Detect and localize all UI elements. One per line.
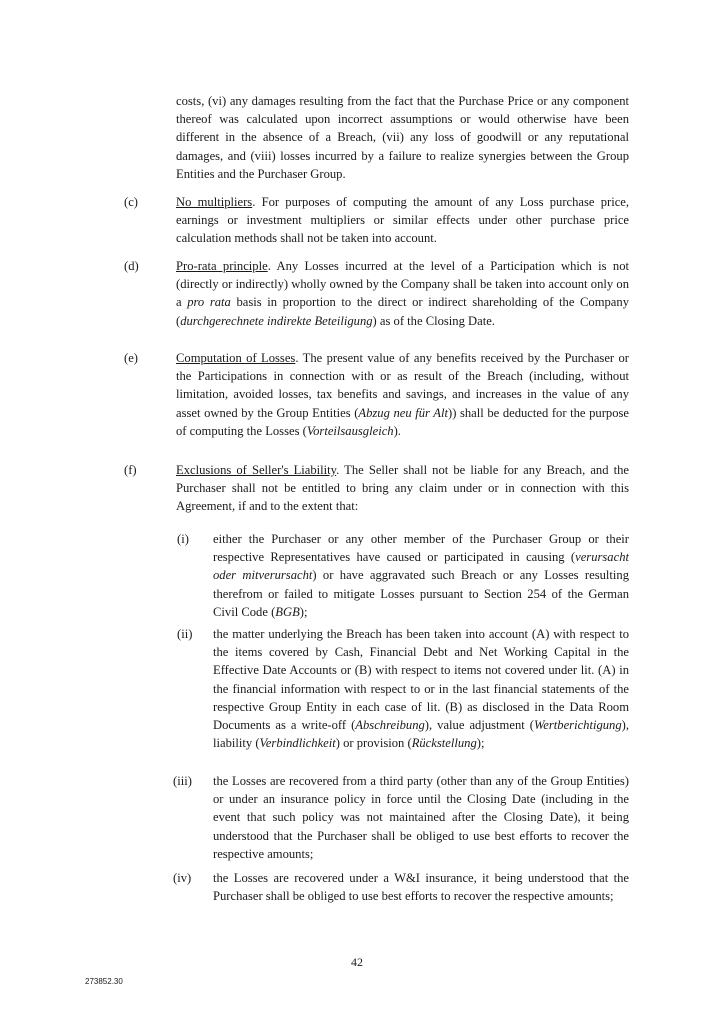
item-ii-text2: ), value adjustment ( xyxy=(424,718,534,733)
clause-d: Pro-rata principle. Any Losses incurred at the level of a Participation which is not (directly or indirectly) wholly owned by the Company shall be taken into account only on a pro rata basis in proportion to the direct or indirect shareholding of the Company (durchgerechnete indirekte Beteiligung) as of the Closing Date. xyxy=(176,259,629,328)
clause-d-text3: ) as of the Closing Date. xyxy=(372,313,495,328)
document-reference: 273852.30 xyxy=(85,977,123,986)
clause-d-text1: Any Losses incurred at the level of a Participation which is not (directly or indirectly) wholly owned by the Company shall be taken into account only on a xyxy=(176,259,629,310)
item-i-label: (i) xyxy=(177,532,189,546)
item-ii-label: (ii) xyxy=(177,627,193,641)
item-ii-text3: ), liability ( xyxy=(213,718,629,751)
item-i-text1: either the Purchaser or any other member of the Purchaser Group or their respective Representatives have caused or participated in causing ( xyxy=(213,532,629,565)
clause-e-text1: The present value of any benefits received by the Purchaser or the Participations in connection with or as result of the Breach (including, without limitation, avoided losses, tax benefits and savings, and increases in the value of any asset owned by the Group Entities ( xyxy=(176,351,629,420)
clause-e: Computation of Losses. The present value of any benefits received by the Purchaser or the Participations in connection with or as result of the Breach (including, without limitation, avoided losses, tax benefits and savings, and increases in the value of any asset owned by the Group Entities (Abzug neu für Alt)) shall be deducted for the purpose of computing the Losses (Vorteilsausgleich). xyxy=(176,351,629,438)
clause-f-label: (f) xyxy=(124,463,137,477)
clause-e-text2: )) shall be deducted for the purpose of computing the Losses ( xyxy=(176,405,629,438)
clause-d-heading: Pro-rata principle xyxy=(176,259,268,273)
clause-e-text3: ). xyxy=(393,423,401,438)
clause-c-heading: No multipliers xyxy=(176,195,253,209)
item-i xyxy=(213,530,629,621)
clause-e-heading: Computation of Losses xyxy=(176,351,296,365)
clause-f: Exclusions of Seller's Liability. The Seller shall not be liable for any Breach, and the Purchaser shall not be entitled to bring any claim under or in connection with this Agreement, if and to the extent that: xyxy=(176,463,629,514)
intro-paragraph xyxy=(176,92,629,183)
clause-c-text: For purposes of computing the amount of any Loss purchase price, earnings or investment multipliers or similar effects under other purchase price calculation methods shall not be taken into account. xyxy=(176,195,630,246)
clause-c-label: (c) xyxy=(124,195,138,209)
item-ii-text1: the matter underlying the Breach has been taken into account (A) with respect to the items covered by Cash, Financial Debt and Net Working Capital in the Effective Date Accounts or (B) with respect to items not covered under lit. (A) in the financial information with respect to or in the last financial statements of the respective Group Entity in each case of lit. (B) as disclosed in the Data Room Documents as a write-off ( xyxy=(213,627,629,733)
clause-c: No multipliers. For purposes of computing the amount of any Loss purchase price, earnings or investment multipliers or similar effects under other purchase price calculation methods shall not be taken into account. xyxy=(176,195,630,246)
item-i-italic2: BGB xyxy=(275,604,300,619)
item-iv-label: (iv) xyxy=(173,871,192,885)
item-ii xyxy=(213,625,629,752)
item-ii-italic2: Wertberichtigung xyxy=(533,718,622,733)
item-i-text2: ) or have aggravated such Breach or any Losses resulting therefrom or failed to mitigate Losses pursuant to Section 254 of the German Civil Code ( xyxy=(213,568,629,619)
item-iii xyxy=(213,772,629,863)
clause-e-label: (e) xyxy=(124,351,138,365)
clause-f-text: The Seller shall not be liable for any Breach, and the Purchaser shall not be entitled to bring any claim under or in connection with this Agreement, if and to the extent that: xyxy=(176,463,629,514)
clause-d-label: (d) xyxy=(124,259,139,273)
clause-d-italic2: durchgerechnete indirekte Beteiligung xyxy=(180,313,373,328)
page-number: 42 xyxy=(351,955,363,969)
clause-d-italic1: pro rata xyxy=(187,295,231,310)
clause-d-text2: basis in proportion to the direct or indirect shareholding of the Company ( xyxy=(176,295,629,328)
item-ii-text5: ); xyxy=(476,736,485,751)
item-iii-text: the Losses are recovered from a third party (other than any of the Group Entities) or under an insurance policy in force until the Closing Date (including in the event that such policy was not maintained after the Closing Date), it being understood that the Purchaser shall be obliged to use best efforts to recover the respective amounts; xyxy=(213,774,629,861)
item-i-italic1: verursacht oder mitverursacht xyxy=(213,550,629,583)
item-iv-text: the Losses are recovered under a W&I insurance, it being understood that the Purchaser shall be obliged to use best efforts to recover the respective amounts; xyxy=(213,871,629,904)
item-i-text3: ); xyxy=(299,604,308,619)
item-ii-italic3: Verbindlichkeit xyxy=(259,736,336,751)
item-iv xyxy=(213,869,629,905)
item-ii-text4: ) or provision ( xyxy=(335,736,412,751)
clause-f-heading: Exclusions of Seller's Liability xyxy=(176,463,337,477)
clause-e-italic1: Abzug neu für Alt xyxy=(358,405,448,420)
intro-text: costs, (vi) any damages resulting from the fact that the Purchase Price or any component thereof was calculated upon incorrect assumptions or would otherwise have been different in the absence of a Breach, (vii) any loss of goodwill or any reputational damages, and (viii) losses incurred by a failure to realize synergies between the Group Entities and the Purchaser Group. xyxy=(176,94,629,181)
item-iii-label: (iii) xyxy=(173,774,192,788)
clause-e-italic2: Vorteilsausgleich xyxy=(306,423,394,438)
item-ii-italic4: Rückstellung xyxy=(411,736,477,751)
item-ii-italic1: Abschreibung xyxy=(355,718,425,733)
